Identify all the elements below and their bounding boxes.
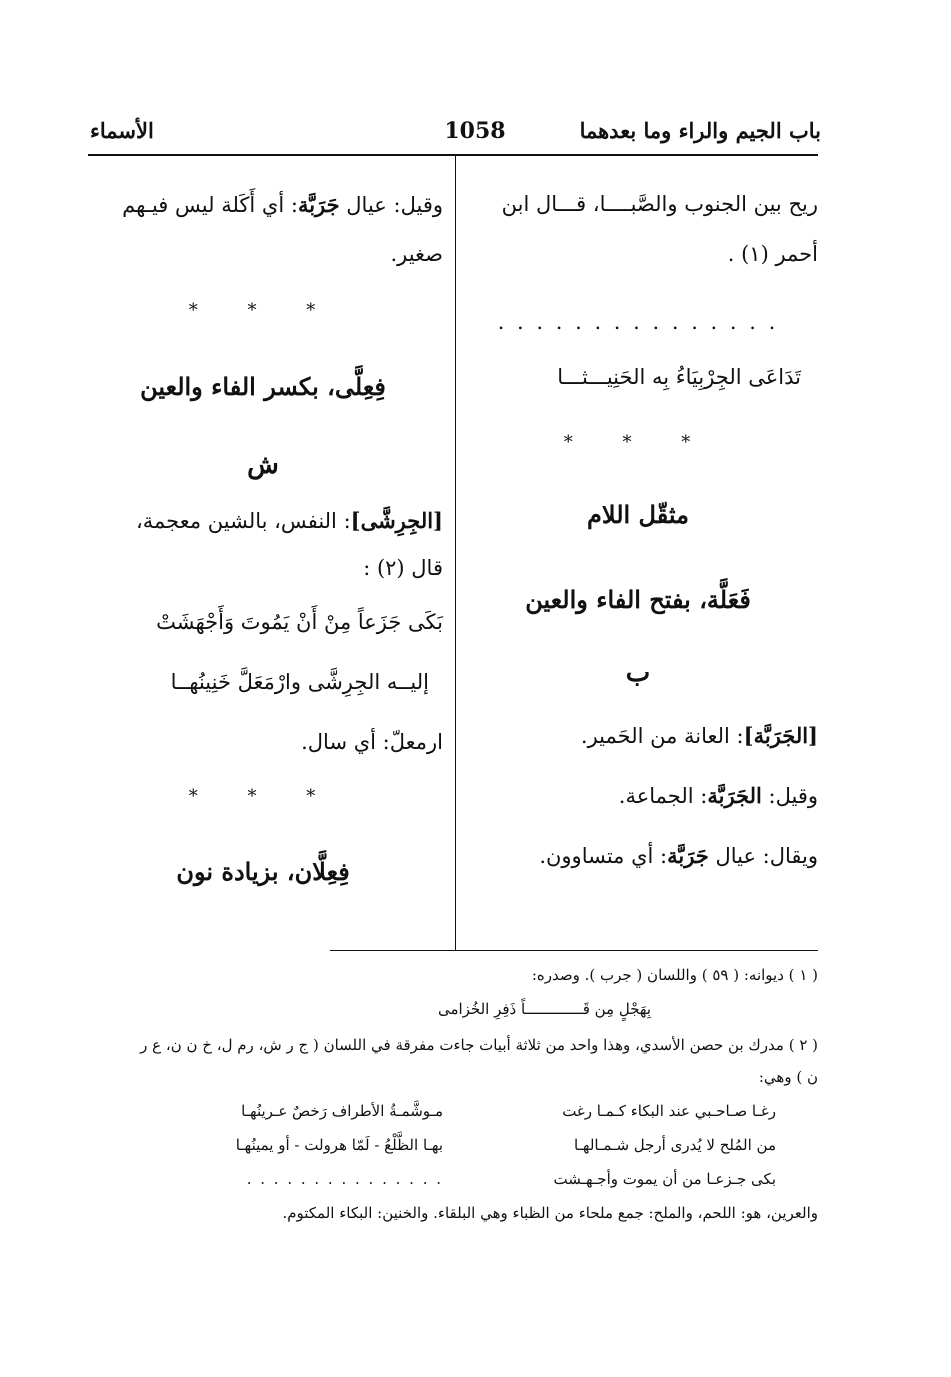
entry-text: : أي متساوون.	[539, 844, 668, 868]
left-gloss: ارمعلّ: أي سال.	[301, 730, 443, 754]
ellipsis-line: . . . . . . . . . . . . . . .	[497, 310, 779, 334]
entry-jarabba-3	[458, 843, 818, 868]
right-heading-2: فَعَلَّة، بفتح الفاء والعين	[525, 585, 751, 614]
entry-text: : العانة من الحَمير.	[580, 724, 744, 748]
fn-verse-1a: رغـا صـاحـبي عند البكاء كـمـا رغت	[562, 1102, 776, 1120]
left-verse-2: إليــه الجِرِشَّى وارْمَعَلَّ خَنِينُهــا	[170, 670, 429, 694]
section-stars: * * *	[563, 432, 713, 453]
entry-term: الجَرَبَّة	[707, 783, 762, 808]
letter-heading-ba: ب	[625, 658, 651, 688]
entry-text: : النفس، بالشين معجمة،	[135, 509, 351, 533]
running-head-section: الأسماء	[90, 118, 154, 143]
right-verse: تَدَاعَى الجِرْبِيَاءُ بِه الحَنِيـــثـــا	[557, 365, 801, 389]
fn-verse-1b: مـوشَّمـةُ الأطراف رَخصٌ عـرينُهـا	[241, 1102, 443, 1120]
entry-prefix: ويقال: عيال	[708, 844, 818, 868]
entry-term: [الجَرَبَّة]	[743, 723, 818, 748]
entry-term: [الجِرِشَّى]	[350, 508, 443, 533]
entry-term: جَرَبَّة	[297, 192, 340, 217]
entry-qala: قال (٢) :	[363, 556, 443, 580]
fn-verse-3a: بكى جـزعـا من أن يموت وأجـهـشت	[553, 1170, 776, 1188]
page-number: 1058	[444, 118, 506, 144]
left-p1-line2: صغير.	[390, 242, 443, 266]
footnote-1-line2: بِهَجْلٍ مِن قَـــــــــــــاً ذَفِرِ الخُزامى	[437, 1000, 651, 1018]
footnote-2-line2: ن ) وهي:	[758, 1068, 818, 1086]
fn-verse-3b: . . . . . . . . . . . . . . .	[246, 1170, 443, 1188]
entry-jarabba-1	[458, 723, 818, 748]
header-rule	[88, 154, 818, 156]
entry-text: : الجماعة.	[618, 784, 708, 808]
footnote-2-line1: ( ٢ ) مدرك بن حصن الأسدي، وهذا واحد من ثلاثة أبيات جاءت مفرقة في اللسان ( ج ر ش، رم ل، خ ن ن، ع ر	[140, 1036, 818, 1054]
entry-jarabba-2	[458, 783, 818, 808]
right-p1-line1: ريح بين الجنوب والصَّبــــا، قـــال ابن	[501, 192, 818, 216]
right-heading-1: مثقّل اللام	[587, 500, 689, 529]
section-stars: * * *	[188, 786, 338, 807]
footnote-2-closing: والعرين، هو: اللحم، والملح: جمع ملحاء من الظباء وهي البلقاء. والخنين: البكاء المكتوم.	[282, 1204, 818, 1222]
fn-verse-2a: من المُلح لا يُدرى أرجل شـمـالهـا	[573, 1136, 776, 1154]
fn-verse-2b: بهـا الظَّلْعُ - لَمّا هرولت - أو يمينُهـا	[235, 1136, 443, 1154]
footnote-1-line1: ( ١ ) ديوانه: ( ٥٩ ) واللسان ( جرب ). وصدره:	[531, 966, 818, 984]
running-head-chapter: باب الجيم والراء وما بعدهما	[579, 118, 821, 143]
right-p1-line2: أحمر (١) .	[727, 242, 818, 266]
left-verse-1: بَكَى جَزَعاً مِنْ أَنْ يَمُوتَ وَأَجْهَشَتْ	[156, 610, 443, 634]
section-stars: * * *	[188, 300, 338, 321]
column-divider	[455, 156, 456, 951]
left-p1-line1	[83, 192, 443, 217]
left-heading-1: فِعِلَّى، بكسر الفاء والعين	[140, 372, 386, 401]
entry-prefix: وقيل:	[761, 784, 818, 808]
entry-jirishsha	[83, 508, 443, 533]
entry-term: جَرَبَّة	[667, 843, 709, 868]
letter-heading-shin: ش	[247, 450, 279, 480]
footnote-rule	[330, 950, 818, 951]
left-heading-2: فِعِلَّان، بزيادة نون	[176, 857, 350, 886]
entry-text: : أي أَكَلة ليس فيـهم	[122, 193, 298, 217]
entry-prefix: وقيل: عيال	[339, 193, 443, 217]
